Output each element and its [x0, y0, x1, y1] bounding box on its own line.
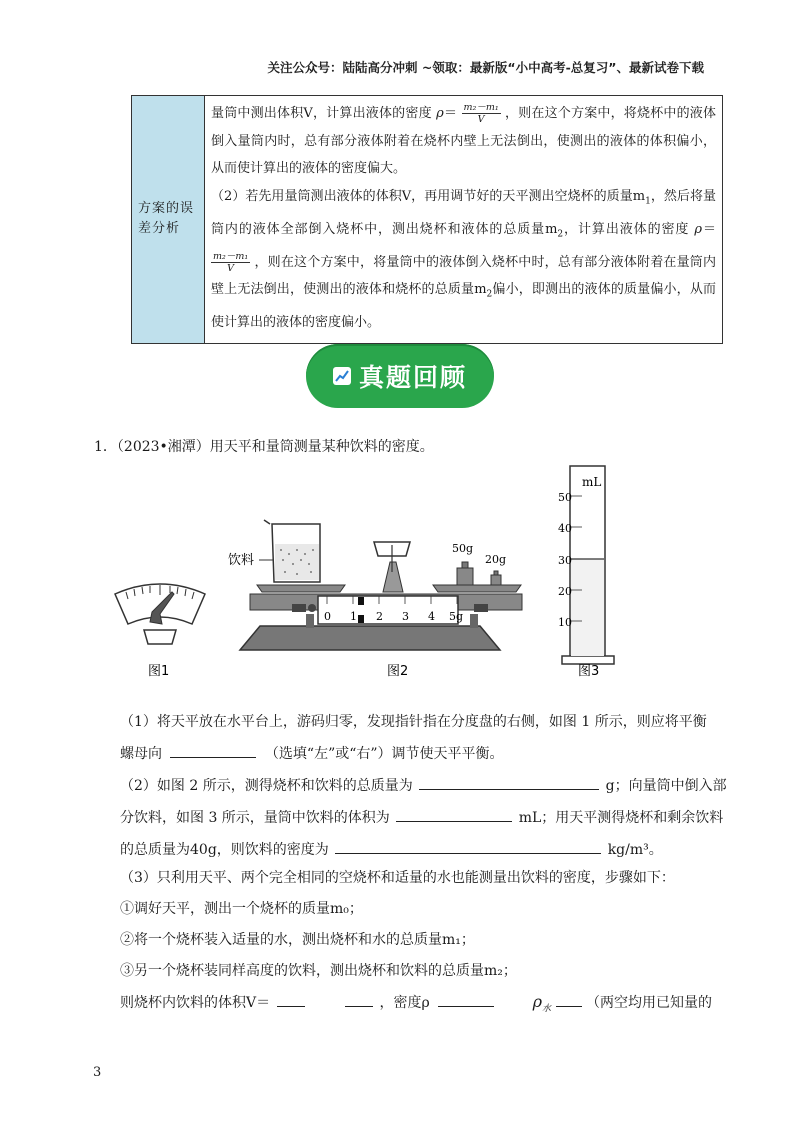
page-header: 关注公众号：陆陆高分冲刺 ~领取：最新版“小中高考-总复习”、最新试卷下载: [267, 60, 704, 75]
scale-tick-1: 1: [350, 610, 357, 623]
para-1-start: 量筒中测出体积V，计算出液体的密度: [211, 106, 432, 121]
page-number: 3: [93, 1065, 102, 1080]
para-2-part-b: ，然后将量筒内的液体全部倒入烧杯中，测出烧杯和液体的总质量m: [211, 188, 716, 237]
para-2-part-d: ，则在这个方案中，将量筒中的液体倒入烧杯中时，总有部分液体附着在量筒内壁上无法倒出，使测出的液体和烧杯的总质量m: [211, 254, 716, 298]
figure-1-label: 图1: [148, 664, 170, 679]
cylinder-tick-30: 30: [558, 554, 572, 567]
figure-1-pointer-dial: [115, 584, 205, 644]
part-1-line-2: [120, 738, 720, 770]
chart-line-icon: [333, 367, 351, 385]
weight-20-label: 20g: [485, 553, 507, 566]
rider-marker-lower: [358, 615, 364, 623]
cylinder-tick-10: 10: [558, 616, 572, 629]
rider-marker: [358, 597, 364, 605]
section-badge-text: 真题回顾: [358, 363, 467, 392]
part-2-volume-unit: mL；用天平测得烧杯和剩余饮料: [518, 810, 724, 826]
subscript-2: 2: [486, 289, 493, 300]
step-2: ②将一个烧杯装入适量的水，测出烧杯和水的总质量m₁；: [120, 932, 475, 948]
para-1-end: ，则在这个方案中，将烧杯中的液体倒入量筒内时，总有部分液体附着在烧杯内壁上无法倒出，使测出的液体的体积偏小，从而使计算出的液体的密度偏大。: [211, 106, 716, 176]
part-2-volume-text: 分饮料，如图 3 所示，量筒中饮料的体积为: [120, 810, 390, 826]
density-fraction-2: [211, 251, 250, 274]
rho-water-symbol: ρ: [532, 992, 543, 1011]
scale-tick-5: 5g: [449, 610, 464, 623]
part-3-intro: （3）只利用天平、两个完全相同的空烧杯和适量的水也能测量出饮料的密度，步骤如下：: [120, 870, 675, 886]
part-1-line-1: （1）将天平放在水平台上，游码归零，发现指针指在分度盘的右侧，如图 1 所示，则应将平衡: [120, 714, 707, 730]
figure-2-label: 图2: [387, 664, 409, 679]
scale-tick-4: 4: [428, 610, 435, 623]
scale-tick-2: 2: [376, 610, 383, 623]
weight-50-label: 50g: [452, 542, 474, 555]
fraction-denominator: V: [477, 114, 485, 125]
step-4-note: （两空均用已知量的: [585, 995, 712, 1011]
answer-blank-volume-expr-2[interactable]: [345, 988, 373, 1007]
cylinder-tick-40: 40: [558, 522, 572, 535]
part-1-direction-text: 螺母向: [120, 746, 162, 762]
para-2-part-e: 偏小，即测出的液体的质量偏小，从而使计算出的液体的密度偏小。: [211, 282, 716, 331]
part-2-mass-text: （2）如图 2 所示，测得烧杯和饮料的总质量为: [120, 778, 413, 794]
part-2-line-2: [120, 802, 724, 834]
fraction-denominator: V: [227, 262, 234, 274]
step-3: ③另一个烧杯装同样高度的饮料，测出烧杯和饮料的总质量m₂；: [120, 963, 517, 979]
figure-3-label: 图3: [578, 664, 600, 679]
step-4-volume-text: 则烧杯内饮料的体积V＝: [120, 995, 271, 1011]
part-2-mass-unit: g；向量筒中倒入部: [605, 778, 727, 794]
equals-sign: ＝: [443, 106, 458, 121]
step-1: ①调好天平，测出一个烧杯的质量m₀；: [120, 901, 363, 917]
table-label-cell: 方案的误差分析: [132, 96, 205, 344]
para-2-part-a: （2）若先用量筒测出液体的体积V，再用调节好的天平测出空烧杯的质量m: [211, 188, 646, 204]
density-fraction-1: [462, 102, 501, 125]
cylinder-tick-50: 50: [558, 491, 572, 504]
error-analysis-table: [131, 95, 723, 344]
cylinder-unit: mL: [582, 475, 602, 489]
answer-blank-density[interactable]: [335, 835, 601, 854]
figure-2-balance: [240, 520, 522, 650]
rho-symbol: ρ: [436, 106, 444, 121]
experiment-figures: [100, 462, 620, 684]
step-4: [120, 986, 720, 1025]
rho-symbol: ρ: [694, 221, 703, 237]
fraction-numerator: m₂－m₁: [213, 250, 249, 262]
water-subscript: 水: [542, 1003, 552, 1014]
answer-blank-total-mass[interactable]: [419, 771, 599, 790]
scale-tick-0: 0: [324, 610, 331, 623]
part-2-density-text: 的总质量为40g，则饮料的密度为: [120, 842, 329, 858]
question-title: 1．（2023•湘潭）用天平和量筒测量某种饮料的密度。: [94, 439, 434, 455]
table-content-cell: [205, 96, 723, 344]
subscript-1: 1: [645, 196, 651, 207]
subscript-2: 2: [557, 229, 564, 240]
drink-label: 饮料: [228, 553, 255, 568]
part-2-line-1: [120, 770, 727, 802]
part-2-density-unit: kg/m³。: [607, 842, 663, 858]
part-1-direction-hint: （选填“左”或“右”）调节使天平平衡。: [264, 746, 504, 762]
answer-blank-volume-expr-1[interactable]: [277, 988, 305, 1007]
para-2-part-c: ，计算出液体的密度: [563, 221, 690, 237]
section-badge: [306, 344, 494, 408]
answer-blank-direction[interactable]: [170, 739, 256, 758]
scale-tick-3: 3: [402, 610, 409, 623]
cylinder-tick-20: 20: [558, 585, 572, 598]
step-4-density-text: ，密度ρ: [379, 995, 430, 1011]
answer-blank-density-tail[interactable]: [556, 988, 582, 1007]
fraction-numerator: m₂－m₁: [463, 102, 499, 113]
equals-sign: ＝: [702, 221, 716, 237]
answer-blank-density-expr[interactable]: [438, 988, 494, 1007]
answer-blank-volume[interactable]: [396, 803, 512, 822]
